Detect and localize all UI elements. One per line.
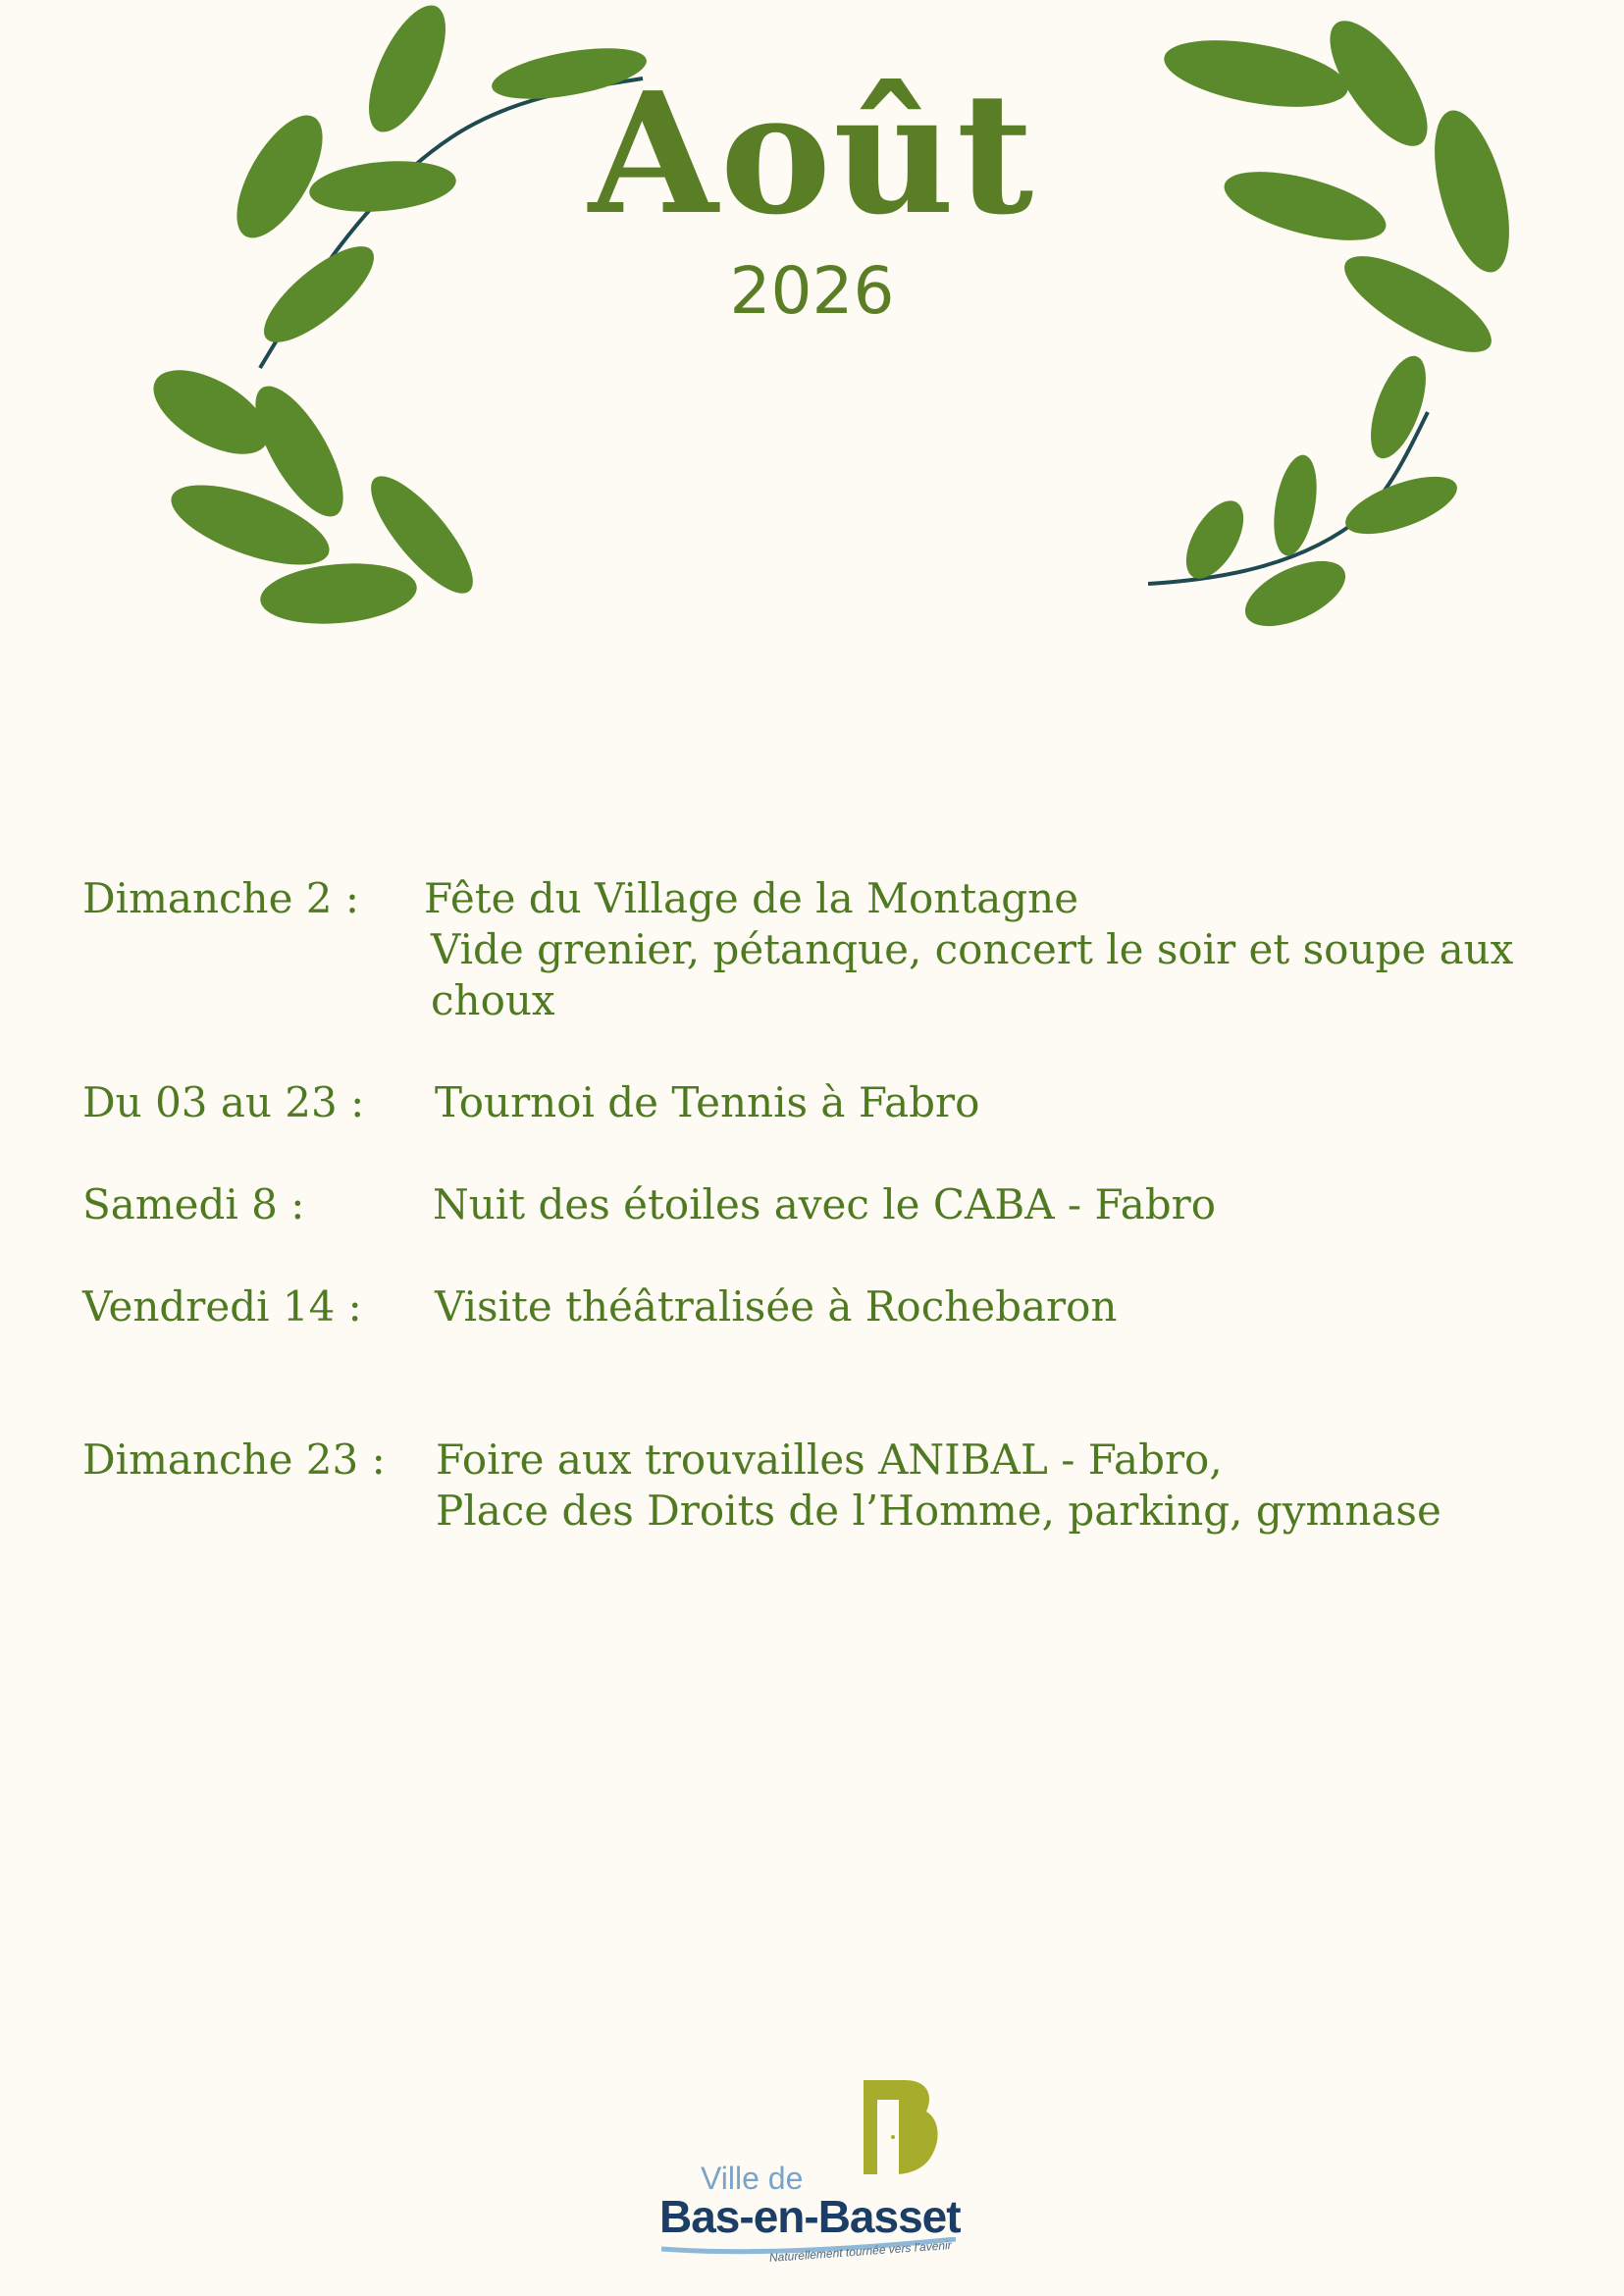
event-item [82, 1435, 1554, 1537]
event-line: Fête du Village de la Montagne [424, 874, 1079, 922]
event-item [82, 1077, 1554, 1128]
event-description [431, 1281, 1554, 1332]
event-line: Tournoi de Tennis à Fabro [435, 1078, 980, 1126]
page-year: 2026 [729, 253, 895, 329]
leaf-cluster-bottom-left [137, 343, 510, 638]
page-title: Août [588, 56, 1036, 252]
event-line: Foire aux trouvailles ANIBAL - Fabro, [436, 1435, 1223, 1484]
event-date: Dimanche 23 : [82, 1435, 386, 1484]
leaf-branch-bottom-right [1138, 343, 1492, 638]
event-date: Du 03 au 23 : [82, 1078, 365, 1126]
event-date: Samedi 8 : [82, 1180, 305, 1228]
event-description [431, 1179, 1554, 1230]
event-date: Vendredi 14 : [82, 1282, 362, 1331]
event-item [82, 1179, 1554, 1230]
event-line: Vide grenier, pétanque, concert le soir et soupe aux [431, 925, 1514, 973]
logo-ville-de: Ville de [701, 2161, 804, 2196]
logo-tagline: Naturellement tournée vers l’avenir [768, 2238, 953, 2265]
event-description [436, 1435, 1554, 1537]
logo-b-icon [856, 2072, 944, 2180]
event-description [424, 873, 1554, 1026]
event-description [431, 1077, 1554, 1128]
event-item [82, 873, 1554, 1026]
event-line: Visite théâtralisée à Rochebaron [435, 1282, 1118, 1331]
event-date: Dimanche 2 : [82, 874, 360, 922]
logo-town-name: Bas-en-Basset [659, 2191, 961, 2242]
event-line: choux [431, 976, 555, 1024]
event-line: Place des Droits de l’Homme, parking, gymnase [436, 1487, 1441, 1535]
event-list [82, 873, 1554, 1537]
event-item [82, 1281, 1554, 1332]
event-line: Nuit des étoiles avec le CABA - Fabro [433, 1180, 1217, 1228]
town-logo [659, 2072, 973, 2269]
